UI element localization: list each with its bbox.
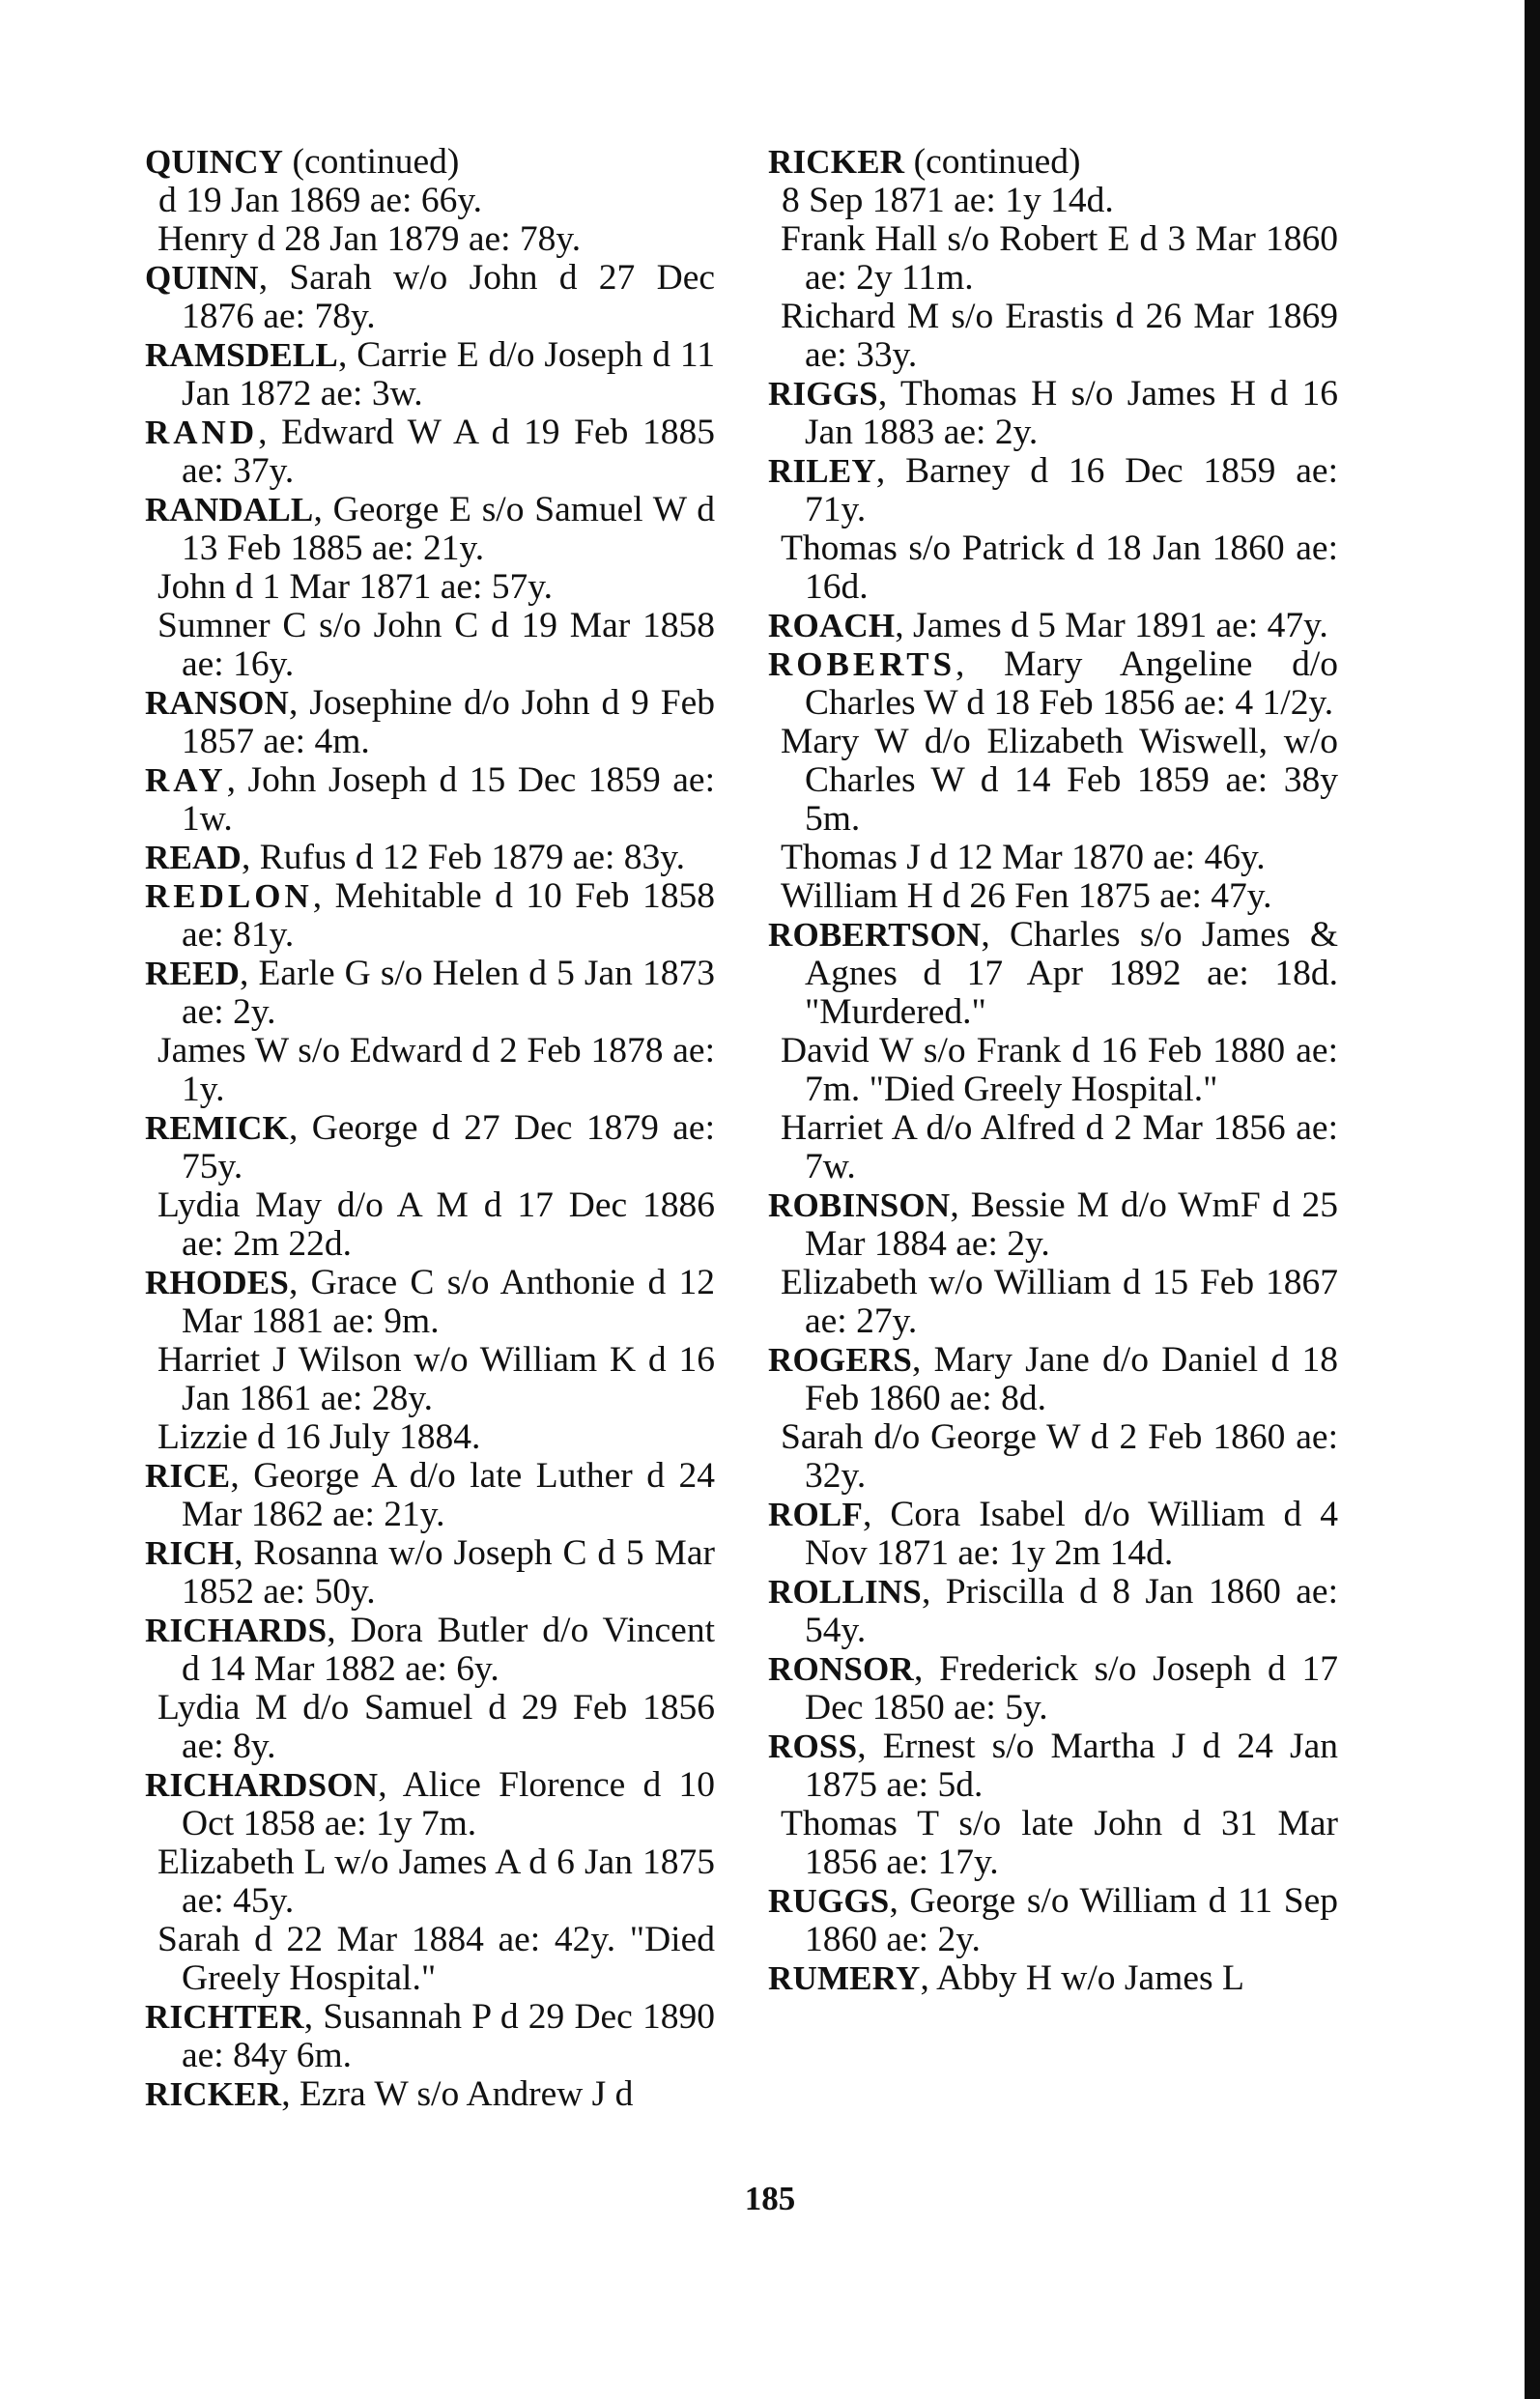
entry-surname: ROBERTS [768,645,956,683]
entry-text: Richard M s/o Erastis d 26 Mar 1869 ae: 33y. [781,297,1338,375]
entry-text: , Grace C s/o Anthonie d 12 Mar 1881 ae: 9m. [182,1263,715,1341]
register-entry [768,1959,1338,1998]
entry-text: , Josephine d/o John d 9 Feb 1857 ae: 4m. [182,683,715,761]
entry-surname: RICE [145,1457,231,1495]
register-entry [768,723,1338,839]
entry-text: (continued) [904,142,1081,182]
entry-text: Thomas T s/o late John d 31 Mar 1856 ae: 17y. [781,1804,1338,1882]
register-entry [768,375,1338,452]
register-entry [145,1843,715,1921]
entry-text: , Bessie M d/o WmF d 25 Mar 1884 ae: 2y. [805,1185,1338,1264]
entry-text: Lydia M d/o Samuel d 29 Feb 1856 ae: 8y. [157,1688,715,1766]
register-entry [768,1032,1338,1109]
entry-text: , Ezra W s/o Andrew J d [281,2074,634,2114]
entry-text: Harriet A d/o Alfred d 2 Mar 1856 ae: 7w. [781,1108,1338,1186]
register-entry [145,1032,715,1109]
register-entry [145,1418,715,1457]
register-entry [145,1534,715,1612]
right-column [768,143,1338,1998]
left-column [145,143,715,2114]
entry-text: Thomas J d 12 Mar 1870 ae: 46y. [781,838,1266,877]
entry-surname: RAND [145,414,259,451]
register-entry [145,336,715,414]
entry-text: John d 1 Mar 1871 ae: 57y. [157,567,553,607]
entry-text: , James d 5 Mar 1891 ae: 47y. [895,606,1328,645]
register-entry [145,220,715,259]
entry-surname: RANDALL [145,491,314,528]
entry-text: , John Joseph d 15 Dec 1859 ae: 1w. [182,760,715,839]
entry-surname: RICHTER [145,1998,304,2036]
entry-text: Lydia May d/o A M d 17 Dec 1886 ae: 2m 22d. [157,1185,715,1264]
register-entry [768,452,1338,529]
register-entry [145,259,715,336]
register-entry [145,1766,715,1843]
entry-text: , Sarah w/o John d 27 Dec 1876 ae: 78y. [182,258,715,336]
register-entry [145,1264,715,1341]
entry-text: Sarah d 22 Mar 1884 ae: 42y. "Died Greely Hospital." [157,1920,715,1998]
entry-text: , Edward W A d 19 Feb 1885 ae: 37y. [182,413,715,491]
entry-text: , Mary Jane d/o Daniel d 18 Feb 1860 ae: 8d. [805,1340,1338,1418]
register-entry [145,1612,715,1689]
entry-surname: RIGGS [768,375,878,413]
register-entry [768,1341,1338,1418]
entry-surname: RICKER [768,143,905,181]
entry-text: , Frederick s/o Joseph d 17 Dec 1850 ae: 5y. [805,1649,1338,1728]
register-entry [768,1109,1338,1186]
entry-surname: ROSS [768,1728,858,1765]
entry-text: , Mehitable d 10 Feb 1858 ae: 81y. [182,876,715,955]
entry-surname: RAMSDELL [145,336,338,374]
register-entry [145,684,715,761]
entry-text: Frank Hall s/o Robert E d 3 Mar 1860 ae: 2y 11m. [781,219,1338,298]
entry-text: , George d 27 Dec 1879 ae: 75y. [182,1108,715,1186]
register-entry [145,568,715,607]
register-entry [145,839,715,877]
entry-text: Thomas s/o Patrick d 18 Jan 1860 ae: 16d. [781,528,1338,607]
entry-surname: REMICK [145,1109,289,1147]
entry-surname: RHODES [145,1264,290,1301]
register-entry [768,1573,1338,1650]
entry-surname: ROLF [768,1496,864,1533]
entry-text: d 19 Jan 1869 ae: 66y. [158,181,483,220]
entry-text: Elizabeth w/o William d 15 Feb 1867 ae: 27y. [781,1263,1338,1341]
entry-surname: RAY [145,761,227,799]
entry-text: , Alice Florence d 10 Oct 1858 ae: 1y 7m. [182,1765,715,1843]
register-entry [145,955,715,1032]
register-entry [768,1882,1338,1959]
entry-text: , Ernest s/o Martha J d 24 Jan 1875 ae: 5d. [805,1727,1338,1805]
register-entry [768,298,1338,375]
entry-surname: QUINCY [145,143,284,181]
entry-text: Henry d 28 Jan 1879 ae: 78y. [157,219,582,259]
register-entry [768,529,1338,607]
entry-surname: QUINN [145,259,259,297]
entry-surname: RUMERY [768,1959,921,1997]
entry-text: , Thomas H s/o James H d 16 Jan 1883 ae: 2y. [805,374,1338,452]
entry-text: (continued) [283,142,460,182]
entry-text: Harriet J Wilson w/o William K d 16 Jan 1861 ae: 28y. [157,1340,715,1418]
scan-page-edge [1525,0,1540,2399]
entry-text: , Dora Butler d/o Vincent d 14 Mar 1882 ae: 6y. [182,1611,715,1689]
entry-text: Elizabeth L w/o James A d 6 Jan 1875 ae: 45y. [157,1842,715,1921]
register-entry [145,607,715,684]
register-entry [145,877,715,955]
register-entry [768,839,1338,877]
entry-text: , Rufus d 12 Feb 1879 ae: 83y. [241,838,685,877]
entry-surname: REDLON [145,877,313,915]
entry-text: , Barney d 16 Dec 1859 ae: 71y. [805,451,1338,529]
entry-text: Lizzie d 16 July 1884. [157,1417,481,1457]
register-entry [145,2075,715,2114]
register-entry [145,1186,715,1264]
entry-text: , Abby H w/o James L [920,1958,1244,1998]
register-entry [768,877,1338,916]
register-entry [768,1264,1338,1341]
register-entry [768,1805,1338,1882]
entry-surname: ROBINSON [768,1186,951,1224]
entry-surname: RILEY [768,452,876,490]
register-entry [768,1650,1338,1728]
register-entry [145,1457,715,1534]
entry-surname: REED [145,955,241,992]
register-entry [768,182,1338,220]
entry-text: , George A d/o late Luther d 24 Mar 1862 ae: 21y. [182,1456,715,1534]
entry-surname: RICH [145,1534,235,1572]
entry-text: Sumner C s/o John C d 19 Mar 1858 ae: 16y. [157,606,715,684]
entry-surname: ROGERS [768,1341,913,1379]
entry-text: James W s/o Edward d 2 Feb 1878 ae: 1y. [157,1031,715,1109]
entry-surname: RICHARDSON [145,1766,379,1804]
entry-text: , Rosanna w/o Joseph C d 5 Mar 1852 ae: 50y. [182,1533,715,1612]
entry-text: 8 Sep 1871 ae: 1y 14d. [782,181,1114,220]
entry-text: Sarah d/o George W d 2 Feb 1860 ae: 32y. [781,1417,1338,1496]
entry-surname: RONSOR [768,1650,914,1688]
entry-surname: RUGGS [768,1882,890,1920]
register-entry [145,1998,715,2075]
register-entry [145,1689,715,1766]
entry-text: Mary W d/o Elizabeth Wiswell, w/o Charles W d 14 Feb 1859 ae: 38y 5m. [781,722,1338,839]
register-entry [768,143,1338,182]
entry-text: , Cora Isabel d/o William d 4 Nov 1871 ae: 1y 2m 14d. [805,1495,1338,1573]
entry-text: , Priscilla d 8 Jan 1860 ae: 54y. [805,1572,1338,1650]
register-entry [145,414,715,491]
register-entry [768,607,1338,645]
entry-surname: ROLLINS [768,1573,922,1611]
register-entry [768,1728,1338,1805]
entry-text: , Carrie E d/o Joseph d 11 Jan 1872 ae: 3w. [182,335,715,414]
register-entry [768,1186,1338,1264]
entry-text: , Earle G s/o Helen d 5 Jan 1873 ae: 2y. [182,954,715,1032]
register-entry [145,1341,715,1418]
entry-surname: RICKER [145,2075,282,2113]
entry-surname: ROACH [768,607,896,644]
entry-text: , Susannah P d 29 Dec 1890 ae: 84y 6m. [182,1997,715,2075]
entry-surname: ROBERTSON [768,916,982,954]
register-entry [145,1921,715,1998]
register-entry [145,491,715,568]
entry-surname: READ [145,839,242,876]
register-entry [145,143,715,182]
register-entry [768,1418,1338,1496]
page-number: 185 [744,2180,796,2217]
entry-text: William H d 26 Fen 1875 ae: 47y. [781,876,1272,916]
entry-text: David W s/o Frank d 16 Feb 1880 ae: 7m. "Died Greely Hospital." [781,1031,1338,1109]
entry-surname: RICHARDS [145,1612,328,1649]
entry-text: , Charles s/o James & Agnes d 17 Apr 1892 ae: 18d. "Murdered." [805,915,1338,1032]
entry-text: , George s/o William d 11 Sep 1860 ae: 2y. [805,1881,1338,1959]
register-entry [768,645,1338,723]
register-entry [145,1109,715,1186]
entry-text: , George E s/o Samuel W d 13 Feb 1885 ae: 21y. [182,490,715,568]
entry-text: , Mary Angeline d/o Charles W d 18 Feb 1856 ae: 4 1/2y. [805,644,1338,723]
register-entry [768,1496,1338,1573]
register-entry [768,916,1338,1032]
register-entry [145,182,715,220]
register-entry [145,761,715,839]
entry-surname: RANSON [145,684,289,722]
register-entry [768,220,1338,298]
